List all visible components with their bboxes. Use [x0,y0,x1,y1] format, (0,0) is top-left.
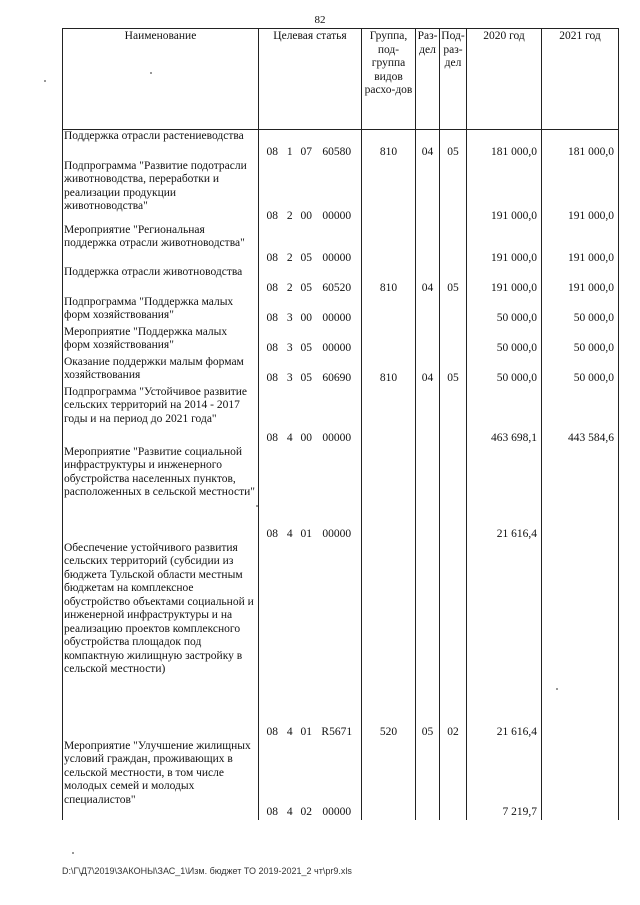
table-row [63,542,619,740]
table-row [63,446,619,542]
row-target-article [259,446,362,542]
row-amount-2021: 181 000,0 [542,130,619,160]
header-section: Раз-дел [416,29,440,130]
row-amount-2020: 21 616,4 [467,542,542,740]
row-section: 04 [416,266,440,296]
code-measure: 05 [300,342,312,354]
row-subsection: 02 [440,542,467,740]
row-target-article [259,266,362,296]
row-section [416,386,440,446]
code-direction: 00000 [322,528,352,540]
row-subsection [440,296,467,326]
header-target-article: Целевая статья [259,29,362,130]
code-subprogram: 2 [286,252,293,264]
code-direction: 00000 [322,252,352,264]
table-row [63,224,619,266]
row-amount-2021: 191 000,0 [542,224,619,266]
row-amount-2021: 443 584,6 [542,386,619,446]
code-measure: 01 [300,528,312,540]
row-target-article [259,740,362,820]
row-amount-2020: 50 000,0 [467,326,542,356]
row-group [362,326,416,356]
code-program: 08 [266,252,278,264]
code-measure: 01 [300,726,312,738]
row-amount-2021 [542,446,619,542]
table-row [63,356,619,386]
header-year-2021: 2021 год [542,29,619,130]
code-measure: 00 [300,210,312,222]
code-measure: 05 [300,282,312,294]
row-name: Мероприятие "Улучшение жилищных условий граждан, проживающих в сельской местности, в том числе молодых семей и молодых специалистов" [63,740,259,820]
row-target-article [259,296,362,326]
row-section [416,160,440,224]
row-amount-2021 [542,740,619,820]
code-measure: 00 [300,432,312,444]
row-amount-2021: 50 000,0 [542,296,619,326]
code-measure: 00 [300,312,312,324]
code-measure: 07 [300,146,312,158]
code-subprogram: 4 [286,806,293,818]
scan-speck [556,688,558,690]
row-amount-2020: 191 000,0 [467,160,542,224]
table-row [63,326,619,356]
code-program: 08 [266,432,278,444]
code-direction: 60520 [322,282,352,294]
code-subprogram: 2 [286,282,293,294]
row-section [416,296,440,326]
code-direction: 00000 [322,342,352,354]
row-group [362,160,416,224]
code-program: 08 [266,726,278,738]
row-group [362,224,416,266]
scan-speck [72,852,74,854]
row-subsection: 05 [440,266,467,296]
code-subprogram: 4 [286,432,293,444]
code-measure: 02 [300,806,312,818]
code-measure: 05 [300,252,312,264]
code-measure: 05 [300,372,312,384]
row-subsection [440,326,467,356]
row-amount-2021: 50 000,0 [542,356,619,386]
code-subprogram: 3 [286,372,293,384]
code-program: 08 [266,146,278,158]
row-amount-2021 [542,542,619,740]
header-name: Наименование [63,29,259,130]
row-group [362,386,416,446]
table-row [63,386,619,446]
row-group [362,740,416,820]
header-subsection: Под-раз-дел [440,29,467,130]
code-program: 08 [266,312,278,324]
scan-speck [256,505,258,507]
row-amount-2020: 50 000,0 [467,356,542,386]
row-target-article [259,542,362,740]
code-subprogram: 3 [286,312,293,324]
row-amount-2020: 21 616,4 [467,446,542,542]
row-amount-2020: 463 698,1 [467,386,542,446]
page-number: 82 [314,14,326,26]
budget-table [62,28,619,820]
table-row [63,130,619,160]
row-name: Мероприятие "Региональная поддержка отрасли животноводства" [63,224,259,266]
table-row [63,740,619,820]
row-subsection [440,740,467,820]
table-row [63,160,619,224]
row-amount-2021: 191 000,0 [542,160,619,224]
code-subprogram: 1 [286,146,293,158]
row-section: 05 [416,542,440,740]
row-name: Поддержка отрасли растениеводства [63,130,259,160]
row-target-article [259,326,362,356]
code-direction: 60580 [322,146,352,158]
row-amount-2020: 191 000,0 [467,224,542,266]
table-row [63,266,619,296]
row-section: 04 [416,130,440,160]
row-section: 04 [416,356,440,386]
row-subsection: 05 [440,130,467,160]
row-name: Обеспечение устойчивого развития сельских территорий (субсидии из бюджета Тульской области местным бюджетам на комплексное обустройство объектами социальной и инженерной инфраструктуры и на реализацию проектов комплексного обустройства площадок под компактную жилищную застройку в сельской местности) [63,542,259,740]
table-header-row [63,29,619,130]
row-subsection [440,160,467,224]
row-name: Поддержка отрасли животноводства [63,266,259,296]
code-direction: 60690 [322,372,352,384]
row-target-article [259,160,362,224]
row-group [362,446,416,542]
row-subsection [440,386,467,446]
row-group: 520 [362,542,416,740]
row-name: Мероприятие "Развитие социальной инфраструктуры и инженерного обустройства населенных пунктов, расположенных в сельской местности" [63,446,259,542]
row-subsection [440,446,467,542]
code-program: 08 [266,210,278,222]
row-subsection: 05 [440,356,467,386]
row-section [416,224,440,266]
row-name: Подпрограмма "Поддержка малых форм хозяйствования" [63,296,259,326]
row-subsection [440,224,467,266]
code-subprogram: 3 [286,342,293,354]
scan-speck [150,72,152,74]
row-amount-2020: 191 000,0 [467,266,542,296]
row-target-article [259,130,362,160]
code-program: 08 [266,806,278,818]
scan-speck [44,80,46,82]
code-direction: R5671 [321,726,353,738]
code-direction: 00000 [322,806,352,818]
row-amount-2020: 7 219,7 [467,740,542,820]
row-group: 810 [362,356,416,386]
table-body [63,130,619,820]
header-year-2020: 2020 год [467,29,542,130]
row-amount-2021: 50 000,0 [542,326,619,356]
header-group: Группа, под-группа видов расхо-дов [362,29,416,130]
row-amount-2020: 50 000,0 [467,296,542,326]
table-row [63,296,619,326]
file-path-footer: D:\Г\Д7\2019\ЗАКОНЫ\ЗАС_1\Изм. бюджет ТО 2019-2021_2 чт\pr9.xls [62,866,352,876]
code-program: 08 [266,528,278,540]
code-program: 08 [266,282,278,294]
code-direction: 00000 [322,210,352,222]
code-direction: 00000 [322,432,352,444]
code-subprogram: 2 [286,210,293,222]
row-name: Оказание поддержки малым формам хозяйствования [63,356,259,386]
row-target-article [259,356,362,386]
row-amount-2021: 191 000,0 [542,266,619,296]
code-direction: 00000 [322,312,352,324]
row-target-article [259,224,362,266]
row-group: 810 [362,130,416,160]
row-name: Подпрограмма "Устойчивое развитие сельских территорий на 2014 - 2017 годы и на период до 2021 года" [63,386,259,446]
row-name: Мероприятие "Поддержка малых форм хозяйствования" [63,326,259,356]
code-subprogram: 4 [286,528,293,540]
row-amount-2020: 181 000,0 [467,130,542,160]
row-section [416,326,440,356]
row-target-article [259,386,362,446]
row-section [416,740,440,820]
row-group [362,296,416,326]
code-subprogram: 4 [286,726,293,738]
code-program: 08 [266,372,278,384]
row-section [416,446,440,542]
code-program: 08 [266,342,278,354]
row-name: Подпрограмма "Развитие подотрасли животноводства, переработки и реализации продукции животноводства" [63,160,259,224]
row-group: 810 [362,266,416,296]
